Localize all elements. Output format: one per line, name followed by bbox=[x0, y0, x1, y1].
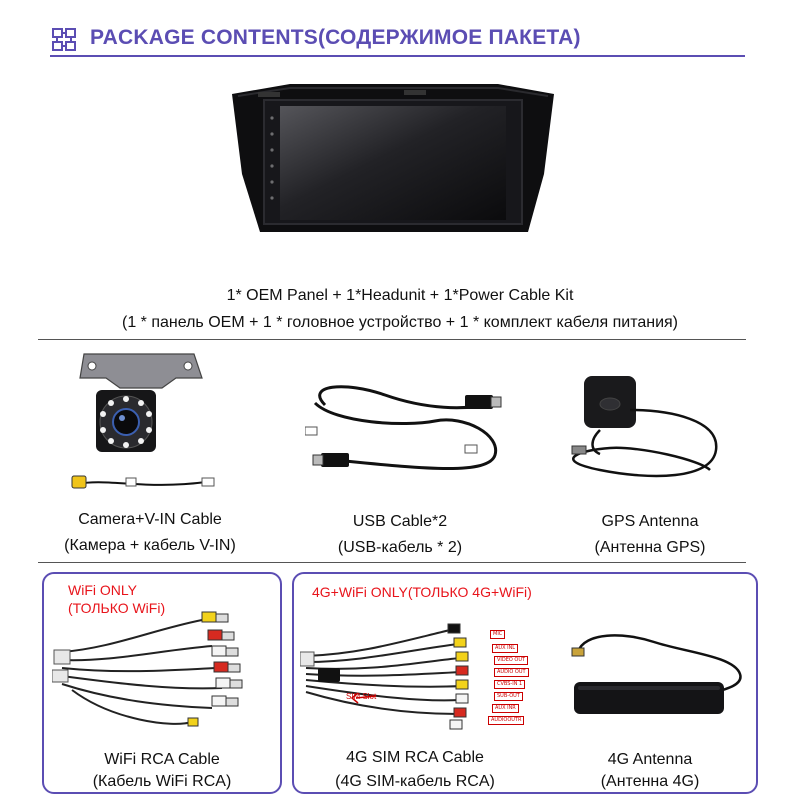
package-grid-icon bbox=[52, 28, 80, 54]
wire-tag: MIC bbox=[490, 630, 505, 639]
header-divider bbox=[50, 55, 745, 57]
wire-tag: AUDIOOUTR bbox=[488, 716, 524, 725]
camera-image bbox=[66, 350, 226, 500]
usb-caption-ru: (USB-кабель * 2) bbox=[337, 539, 463, 556]
wire-tag: SUB-OUT bbox=[494, 692, 523, 701]
4g-sim-rca-caption-ru: (4G SIM-кабель RCA) bbox=[335, 773, 495, 790]
headunit-image bbox=[228, 82, 558, 242]
4g-antenna-caption-en: 4G Antenna bbox=[607, 751, 693, 768]
wire-tag: AUX INR bbox=[492, 704, 519, 713]
page-title: PACKAGE CONTENTS(СОДЕРЖИМОЕ ПАКЕТА) bbox=[90, 26, 581, 49]
usb-cable-image bbox=[305, 375, 515, 495]
4g-antenna-caption-ru: (Антенна 4G) bbox=[600, 773, 700, 790]
camera-caption-ru: (Камера + кабель V-IN) bbox=[64, 537, 236, 554]
section-header bbox=[50, 24, 745, 58]
wifi-only-note-ru: (ТОЛЬКО WiFi) bbox=[68, 600, 166, 616]
divider-1 bbox=[38, 339, 746, 340]
wifi-rca-caption-ru: (Кабель WiFi RCA) bbox=[92, 773, 232, 790]
wire-tag: CVBS-IN 1 bbox=[494, 680, 525, 689]
wire-tag: VIDEO OUT bbox=[494, 656, 528, 665]
sim-slot-label: SIM Slot bbox=[346, 692, 377, 701]
gps-caption-en: GPS Antenna bbox=[601, 513, 699, 530]
4g-sim-rca-caption-en: 4G SIM RCA Cable bbox=[346, 749, 484, 766]
4g-antenna-image bbox=[564, 622, 744, 722]
camera-caption-en: Camera+V-IN Cable bbox=[78, 511, 222, 528]
wifi-rca-cable-image bbox=[52, 610, 252, 740]
wifi-rca-caption-en: WiFi RCA Cable bbox=[104, 751, 220, 768]
gps-caption-ru: (Антенна GPS) bbox=[594, 539, 706, 556]
headunit-caption-ru: (1 * панель OEM + 1 * головное устройство + 1 * комплект кабеля питания) bbox=[121, 314, 678, 331]
usb-caption-en: USB Cable*2 bbox=[352, 513, 448, 530]
divider-2 bbox=[38, 562, 746, 563]
wire-tag: AUDIO OUT bbox=[494, 668, 529, 677]
wifi-only-note: WiFi ONLY bbox=[68, 582, 137, 598]
wire-tag: AUX INL bbox=[492, 644, 518, 653]
headunit-caption-en: 1* OEM Panel + 1*Headunit + 1*Power Cable Kit bbox=[226, 287, 574, 304]
gps-antenna-image bbox=[570, 370, 730, 495]
4g-wifi-only-note: 4G+WiFi ONLY(ТОЛЬКО 4G+WiFi) bbox=[312, 584, 532, 600]
